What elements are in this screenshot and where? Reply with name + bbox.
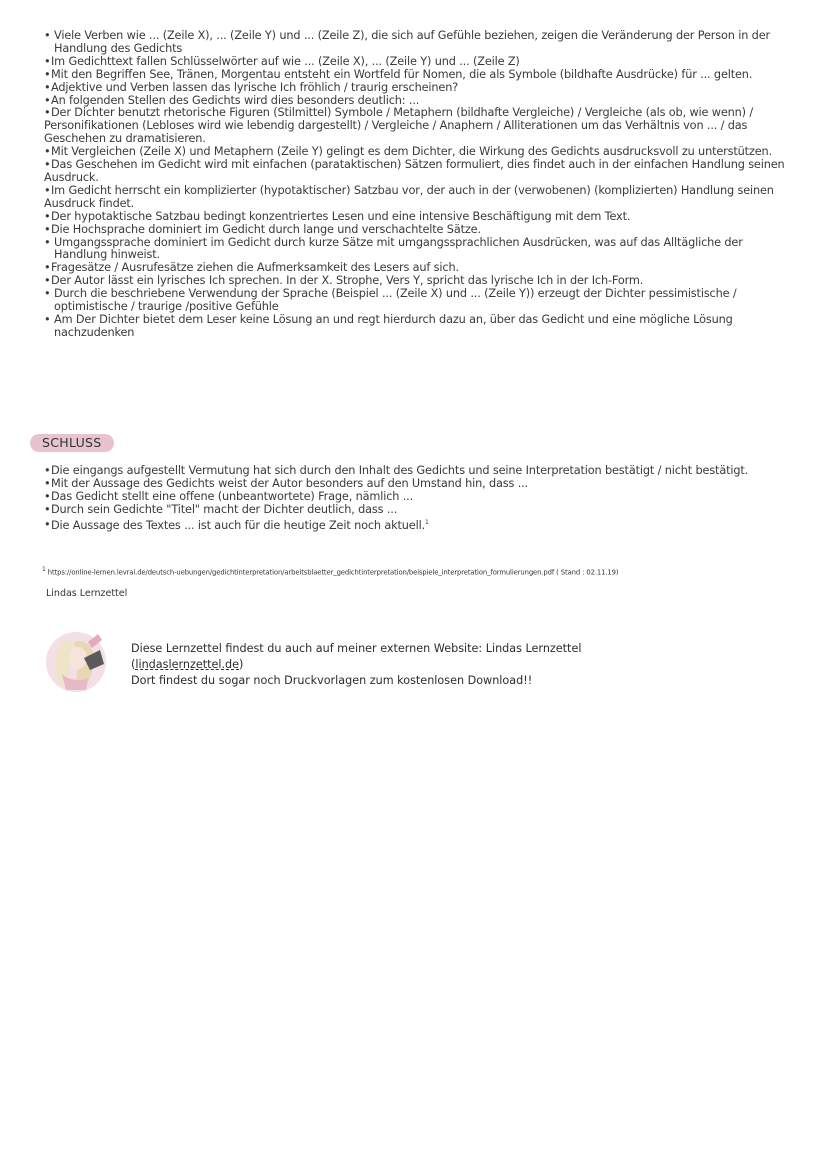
list-item: •Das Geschehen im Gedicht wird mit einfachen (parataktischen) Sätzen formuliert, dies findet auch in der einfachen Handlung seinen Ausdruck. <box>44 158 785 184</box>
list-item: • Am Der Dichter bietet dem Leser keine Lösung an und regt hierdurch dazu an, über das Gedicht und eine mögliche Lösung nachzudenken <box>44 312 733 339</box>
author-name: Lindas Lernzettel <box>46 588 128 599</box>
list-item: •Adjektive und Verben lassen das lyrische Ich fröhlich / traurig erscheinen? <box>44 80 459 94</box>
list-item: •Die Aussage des Textes ... ist auch für die heutige Zeit noch aktuell.$^1$ <box>44 518 429 532</box>
promo-line: Dort findest du sogar noch Druckvorlagen zum kostenlosen Download!! <box>131 674 533 687</box>
avatar <box>44 628 114 696</box>
list-item: •Die eingangs aufgestellt Vermutung hat sich durch den Inhalt des Gedichts und seine Interpretation bestätigt / nicht bestätigt. <box>44 464 749 477</box>
footnote-marker: 1 <box>42 566 46 573</box>
list-item: •Der Dichter benutzt rhetorische Figuren (Stilmittel) Symbole / Metaphern (bildhafte Vergleiche) / Vergleiche (als ob, wie wenn) / Personifikationen (Lebloses wird wie lebendig dargestellt) / Vergleiche / Anaphern / Alliterationen um das Verhältnis von ... / das Geschehen zu dramatisieren. <box>44 106 754 146</box>
list-item: • Umgangssprache dominiert im Gedicht durch kurze Sätze mit umgangssprachlichen Ausdrücken, was auf das Alltägliche der Handlung hinweist. <box>44 235 743 262</box>
list-item: •Mit Vergleichen (Zeile X) und Metaphern (Zeile Y) gelingt es dem Dichter, die Wirkung des Gedichts ausdrucksvoll zu unterstützen. <box>44 145 772 159</box>
list-item: •Im Gedicht herrscht ein komplizierter (hypotaktischer) Satzbau vor, der auch in der (verwobenen) (komplizierten) Handlung seinen Ausdruck findet. <box>44 183 774 210</box>
footnote <box>42 566 618 576</box>
list-item: •Im Gedichttext fallen Schlüsselwörter auf wie ... (Zeile X), ... (Zeile Y) und ... (Zeile Z) <box>44 54 520 68</box>
conclusion-list <box>44 465 794 532</box>
list-item: •Mit den Begriffen See, Tränen, Morgentau entsteht ein Wortfeld für Nomen, die als Symbole (bildhafte Ausdrücke) für ... gelten. <box>44 67 753 81</box>
promo-line: Diese Lernzettel findest du auch auf meiner externen Website: Lindas Lernzettel <box>131 642 582 655</box>
list-item: •An folgenden Stellen des Gedichts wird dies besonders deutlich: ... <box>44 93 420 107</box>
interpretation-list <box>44 30 794 340</box>
promo-text <box>131 641 731 689</box>
list-item: •Der Autor lässt ein lyrisches Ich sprechen. In der X. Strophe, Vers Y, spricht das lyrische Ich in der Ich-Form. <box>44 274 644 288</box>
list-item: • Durch die beschriebene Verwendung der Sprache (Beispiel ... (Zeile X) und ... (Zeile Y)) erzeugt der Dichter pessimistische / optimistische / traurige /positive Gefühle <box>44 287 737 314</box>
footnote-ref: 1 <box>425 518 429 526</box>
illustrated-girl-icon <box>44 628 114 696</box>
list-item: •Die Hochsprache dominiert im Gedicht durch lange und verschachtelte Sätze. <box>44 222 481 236</box>
conclusion-heading: SCHLUSS <box>30 434 114 452</box>
list-item: •Fragesätze / Ausrufesätze ziehen die Aufmerksamkeit des Lesers auf sich. <box>44 261 459 275</box>
list-item: •Der hypotaktische Satzbau bedingt konzentriertes Lesen und eine intensive Beschäftigung mit dem Text. <box>44 209 631 223</box>
list-item: •Durch sein Gedichte "Titel" macht der Dichter deutlich, dass ... <box>44 502 398 516</box>
footnote-source-link[interactable]: https://online-lernen.levrai.de/deutsch-uebungen/gedichtinterpretation/arbeitsblaetter_gedichtinterpretation/beispiele_interpretation_formulierungen.pdf ( Stand : 02.11.19) <box>47 568 619 577</box>
list-item: • Viele Verben wie ... (Zeile X), ... (Zeile Y) und ... (Zeile Z), die sich auf Gefühle beziehen, zeigen die Veränderung der Person in der Handlung des Gedichts <box>44 29 770 55</box>
list-item: •Mit der Aussage des Gedichts weist der Autor besonders auf den Umstand hin, dass ... <box>44 476 529 490</box>
list-item: •Das Gedicht stellt eine offene (unbeantwortete) Frage, nämlich ... <box>44 489 414 503</box>
website-link[interactable]: lindaslernzettel.de <box>135 658 240 671</box>
promo-link-line: (lindaslernzettel.de) <box>131 658 244 671</box>
